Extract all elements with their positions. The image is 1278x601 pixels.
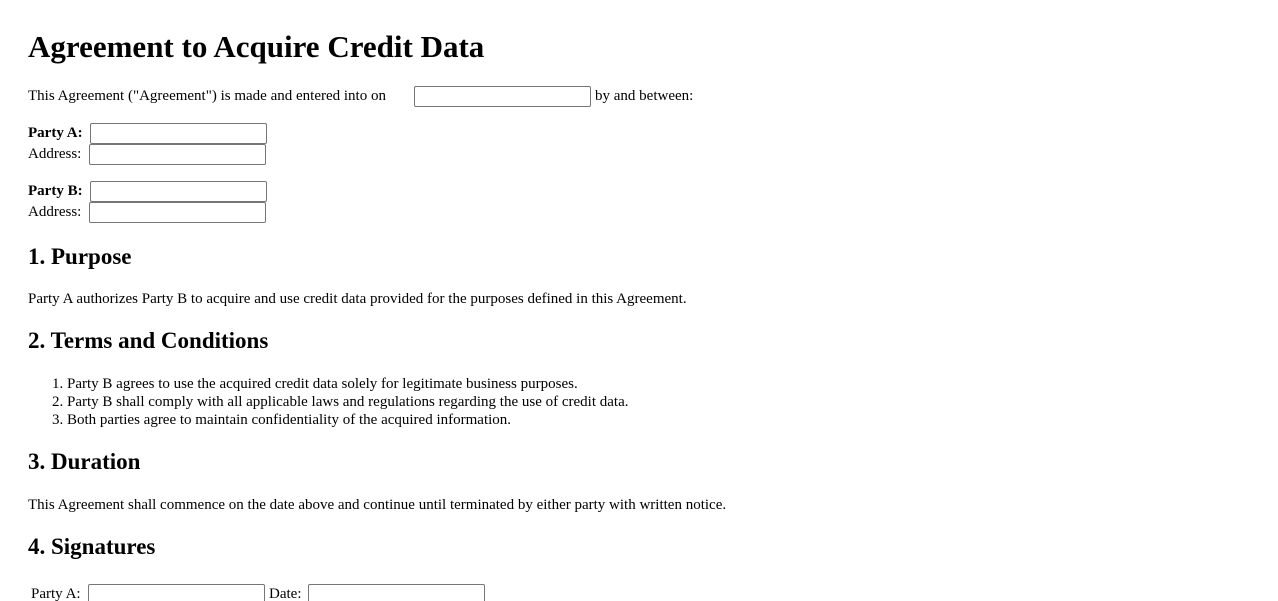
duration-heading: 3. Duration [28, 449, 141, 474]
list-item-marker: 2. [52, 394, 64, 410]
party-a-name-input[interactable] [90, 123, 267, 144]
party-a-address-label: Address: [28, 146, 82, 162]
signature-date-input[interactable] [308, 584, 485, 601]
signature-party-a-input[interactable] [88, 584, 265, 601]
duration-text: This Agreement shall commence on the date above and continue until terminated by either party with written notice. [28, 497, 727, 513]
party-a-address-input[interactable] [89, 144, 266, 165]
party-b-label: Party B: [28, 183, 83, 199]
list-item-text: Party B agrees to use the acquired credit data solely for legitimate business purposes. [67, 376, 578, 392]
party-a-label: Party A: [28, 125, 83, 141]
list-item-text: Both parties agree to maintain confidentiality of the acquired information. [67, 412, 512, 428]
list-item-text: Party B shall comply with all applicable laws and regulations regarding the use of credit data. [67, 394, 629, 410]
list-item-marker: 1. [52, 376, 64, 392]
agreement-date-input[interactable] [414, 86, 591, 107]
intro-text-after: by and between: [595, 88, 694, 104]
purpose-heading: 1. Purpose [28, 244, 132, 269]
list-item [52, 375, 578, 393]
list-item [52, 393, 629, 411]
document-title: Agreement to Acquire Credit Data [28, 29, 485, 64]
intro-text-before: This Agreement ("Agreement") is made and entered into on [28, 88, 386, 104]
terms-heading: 2. Terms and Conditions [28, 328, 269, 353]
list-item [52, 411, 511, 429]
party-b-address-input[interactable] [89, 202, 266, 223]
purpose-text: Party A authorizes Party B to acquire and use credit data provided for the purposes defined in this Agreement. [28, 291, 687, 307]
party-b-address-label: Address: [28, 204, 82, 220]
signature-date-label: Date: [269, 586, 302, 601]
list-item-marker: 3. [52, 412, 64, 428]
party-b-name-input[interactable] [90, 181, 267, 202]
signature-party-a-label: Party A: [31, 586, 81, 601]
signatures-heading: 4. Signatures [28, 534, 156, 559]
